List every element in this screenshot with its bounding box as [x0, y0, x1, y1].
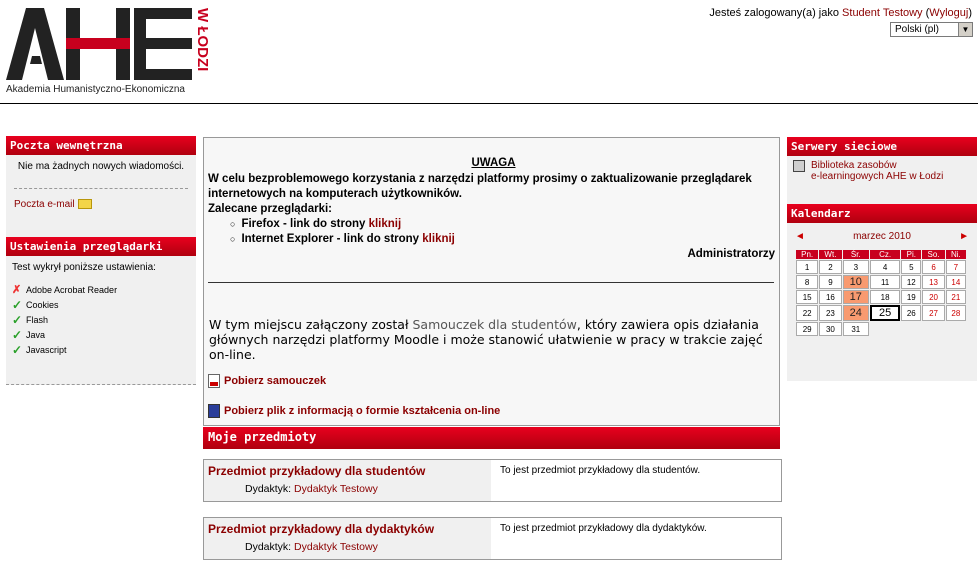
teacher-link[interactable]: Dydaktyk Testowy [294, 483, 378, 495]
calendar-day[interactable]: 2 [819, 260, 841, 274]
weekday-header: Pi. [901, 250, 921, 259]
document-icon [208, 404, 220, 418]
calendar-day[interactable]: 7 [946, 260, 966, 274]
email-link[interactable]: Poczta e-mail [14, 199, 92, 210]
calendar-day[interactable]: 25 [870, 305, 900, 321]
block-title: Poczta wewnętrzna [6, 136, 196, 155]
download-info-link[interactable]: Pobierz plik z informacją o formie kształcenia on-line [208, 404, 779, 418]
login-info: Jesteś zalogowany(a) jako Student Testowy (Wyloguj) [709, 7, 972, 19]
divider [208, 282, 774, 283]
course-title-link[interactable]: Przedmiot przykładowy dla studentów [208, 464, 426, 478]
weekday-header: Wt. [819, 250, 841, 259]
internal-mail-block [6, 136, 196, 240]
setting-row: ✓ Flash [12, 312, 49, 327]
course-title-link[interactable]: Przedmiot przykładowy dla dydaktyków [208, 522, 435, 536]
setting-row: ✓ Java [12, 327, 46, 342]
calendar-day[interactable]: 23 [819, 305, 841, 321]
institution-name: Akademia Humanistyczno-Ekonomiczna [6, 84, 185, 95]
calendar-day[interactable]: 24 [843, 305, 869, 321]
calendar-block [787, 204, 977, 381]
course-description: To jest przedmiot przykładowy dla studentów. [500, 465, 701, 476]
calendar-day[interactable]: 9 [819, 275, 841, 289]
logout-link[interactable]: Wyloguj [929, 7, 969, 19]
calendar-day[interactable]: 10 [843, 275, 869, 289]
envelope-icon [78, 199, 92, 209]
calendar-day[interactable]: 4 [870, 260, 900, 274]
setting-row: ✓ Cookies [12, 297, 59, 312]
calendar-day[interactable]: 30 [819, 322, 841, 336]
calendar-day[interactable]: 31 [843, 322, 869, 336]
calendar-day[interactable]: 27 [922, 305, 944, 321]
calendar-day[interactable]: 18 [870, 290, 900, 304]
next-month-icon[interactable]: ► [959, 230, 969, 242]
tutorial-link[interactable]: Samouczek dla studentów [412, 317, 577, 332]
network-servers-block [787, 137, 977, 208]
recommended-label: Zalecane przeglądarki: [208, 203, 332, 215]
notice-title: UWAGA [471, 157, 516, 169]
settings-intro: Test wykrył poniższe ustawienia: [12, 262, 156, 273]
my-courses-heading: Moje przedmioty [203, 427, 780, 449]
calendar-day[interactable]: 13 [922, 275, 944, 289]
prev-month-icon[interactable]: ◄ [795, 230, 805, 242]
calendar-grid [795, 249, 967, 337]
block-title: Serwery sieciowe [787, 137, 977, 156]
calendar-day[interactable]: 12 [901, 275, 921, 289]
divider [14, 188, 188, 189]
course-teacher: Dydaktyk: Dydaktyk Testowy [245, 483, 378, 495]
calendar-empty-cell [901, 322, 921, 336]
calendar-day[interactable]: 15 [796, 290, 818, 304]
calendar-day[interactable]: 16 [819, 290, 841, 304]
check-icon: ✓ [12, 312, 23, 327]
list-item: ○ Internet Explorer - link do strony kliknij [230, 232, 779, 247]
course-description: To jest przedmiot przykładowy dla dydaktyków. [500, 523, 707, 534]
calendar-empty-cell [870, 322, 900, 336]
block-title: Kalendarz [787, 204, 977, 223]
course-row [203, 459, 782, 502]
user-profile-link[interactable]: Student Testowy [842, 7, 923, 19]
header-divider [0, 103, 978, 104]
course-row [203, 517, 782, 560]
weekday-header: Pn. [796, 250, 818, 259]
teacher-link[interactable]: Dydaktyk Testowy [294, 541, 378, 553]
calendar-day[interactable]: 26 [901, 305, 921, 321]
calendar-day[interactable]: 8 [796, 275, 818, 289]
weekday-header: Śr. [843, 250, 869, 259]
pdf-icon [208, 374, 220, 388]
ie-link[interactable]: kliknij [422, 233, 455, 245]
ahe-logo[interactable] [6, 6, 211, 96]
tutorial-intro: W tym miejscu załączony został Samouczek dla studentów, który zawiera opis działania głównych narzędzi platformy Moodle i może stanowić ułatwienie w pracy w trakcie zajęć on-line. [209, 317, 763, 362]
calendar-day[interactable]: 1 [796, 260, 818, 274]
weekday-header: So. [922, 250, 944, 259]
calendar-day[interactable]: 3 [843, 260, 869, 274]
check-icon: ✓ [12, 297, 23, 312]
calendar-day[interactable]: 21 [946, 290, 966, 304]
calendar-day[interactable]: 17 [843, 290, 869, 304]
check-icon: ✓ [12, 327, 23, 342]
calendar-day[interactable]: 28 [946, 305, 966, 321]
notice [204, 138, 779, 262]
calendar-day[interactable]: 14 [946, 275, 966, 289]
calendar-day[interactable]: 20 [922, 290, 944, 304]
list-item: ○ Firefox - link do strony kliknij [230, 217, 779, 232]
calendar-month: marzec 2010 [853, 230, 911, 242]
language-select[interactable] [890, 22, 973, 37]
calendar-day[interactable]: 6 [922, 260, 944, 274]
browser-list [230, 217, 779, 247]
course-teacher: Dydaktyk: Dydaktyk Testowy [245, 541, 378, 553]
setting-row: ✓ Javascript [12, 342, 67, 357]
check-icon: ✓ [12, 342, 23, 357]
browser-settings-block [6, 237, 196, 385]
calendar-day[interactable]: 19 [901, 290, 921, 304]
chevron-down-icon[interactable]: ▼ [958, 23, 972, 36]
weekday-header: Ni. [946, 250, 966, 259]
language-value: Polski (pl) [895, 24, 939, 35]
calendar-day[interactable]: 11 [870, 275, 900, 289]
calendar-day[interactable]: 22 [796, 305, 818, 321]
calendar-empty-cell [922, 322, 944, 336]
calendar-day[interactable]: 29 [796, 322, 818, 336]
library-icon [793, 160, 805, 172]
no-messages-text: Nie ma żadnych nowych wiadomości. [17, 161, 185, 172]
logo-vertical-text: W ŁODZI [194, 8, 211, 72]
cross-icon: ✗ [12, 284, 22, 296]
setting-row: ✗ Adobe Acrobat Reader [12, 284, 118, 296]
notice-text: W celu bezproblemowego korzystania z narzędzi platformy prosimy o zaktualizowanie przeglądarek internetowych na komputerach użytkowników. [208, 173, 752, 200]
block-title: Ustawienia przeglądarki [6, 237, 196, 256]
download-tutorial-link[interactable]: Pobierz samouczek [208, 374, 779, 388]
signature: Administratorzy [687, 248, 775, 260]
main-content [203, 137, 780, 426]
calendar-day[interactable]: 5 [901, 260, 921, 274]
weekday-header: Cz. [870, 250, 900, 259]
firefox-link[interactable]: kliknij [368, 218, 402, 230]
calendar-empty-cell [946, 322, 966, 336]
library-link[interactable]: Biblioteka zasobów e-learningowych AHE w Łodzi [811, 160, 944, 182]
